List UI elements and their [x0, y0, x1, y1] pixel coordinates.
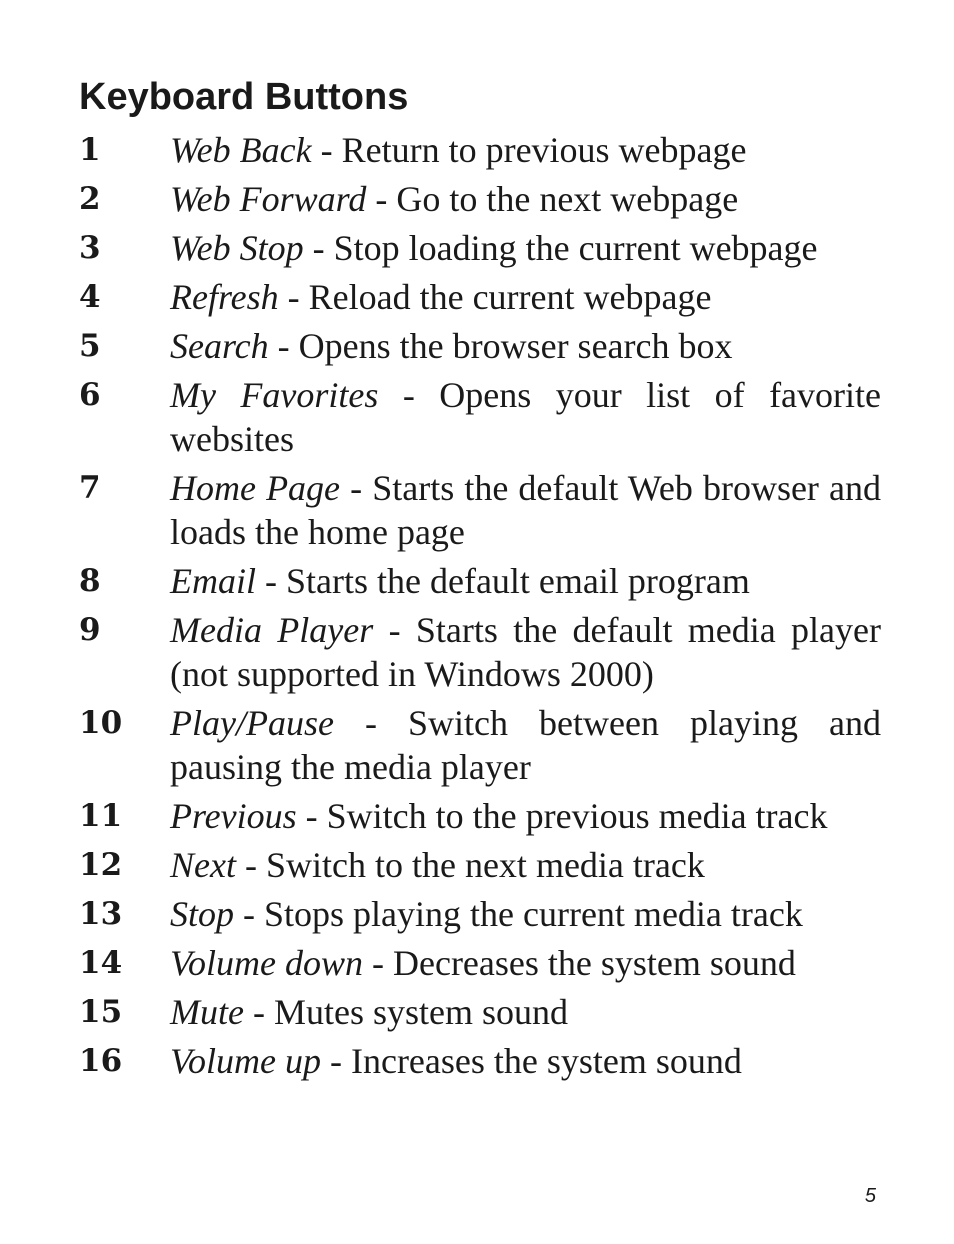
- page-heading: Keyboard Buttons: [79, 76, 409, 118]
- item-number: 15: [79, 994, 123, 1030]
- item-text: - Opens the browser search box: [268, 326, 733, 366]
- item-text: - Go to the next webpage: [366, 179, 739, 219]
- item-term: Previous: [170, 796, 297, 836]
- item-term: Next: [170, 845, 236, 885]
- list-item: [79, 177, 881, 221]
- list-item: [79, 794, 881, 838]
- item-number: 9: [79, 612, 101, 648]
- item-term: Volume up: [170, 1041, 321, 1081]
- list-item: [79, 373, 881, 461]
- item-number: 14: [79, 945, 123, 981]
- item-term: My Favorites: [170, 375, 379, 415]
- item-number: 1: [79, 132, 101, 168]
- list-item: [79, 990, 881, 1034]
- item-term: Media Player: [170, 610, 374, 650]
- keyboard-buttons-list: [79, 128, 881, 1088]
- item-number: 11: [79, 798, 123, 834]
- item-text: - Reload the current webpage: [278, 277, 712, 317]
- item-term: Refresh: [170, 277, 279, 317]
- item-text: - Switch to the previous media track: [296, 796, 828, 836]
- item-number: 2: [79, 181, 101, 217]
- item-term: Web Forward: [170, 179, 367, 219]
- item-text: - Switch to the next media track: [235, 845, 705, 885]
- item-number: 12: [79, 847, 123, 883]
- item-description: [170, 1039, 881, 1083]
- item-description: [170, 324, 881, 368]
- item-term: Stop: [170, 894, 235, 934]
- item-number: 6: [79, 377, 101, 413]
- list-item: [79, 843, 881, 887]
- item-term: Play/Pause: [170, 703, 334, 743]
- item-description: [170, 794, 881, 838]
- list-item: [79, 701, 881, 789]
- item-term: Web Back: [170, 130, 312, 170]
- list-item: [79, 466, 881, 554]
- list-item: [79, 892, 881, 936]
- page-number: 5: [864, 1185, 876, 1207]
- list-item: [79, 275, 881, 319]
- item-description: [170, 275, 881, 319]
- item-term: Search: [170, 326, 269, 366]
- item-text: - Mutes system sound: [243, 992, 568, 1032]
- list-item: [79, 1039, 881, 1083]
- item-description: [170, 843, 881, 887]
- item-description: [170, 373, 881, 461]
- item-number: 7: [79, 470, 101, 506]
- item-description: [170, 701, 881, 789]
- item-description: [170, 892, 881, 936]
- item-text: - Starts the default email program: [256, 561, 750, 601]
- item-description: [170, 559, 881, 603]
- item-text: - Stops playing the current media track: [234, 894, 803, 934]
- item-text: - Switch between playing and pausing the media player: [170, 703, 881, 787]
- item-description: [170, 990, 881, 1034]
- item-number: 5: [79, 328, 101, 364]
- item-text: - Starts the default Web browser and loads the home page: [170, 468, 881, 552]
- item-description: [170, 128, 881, 172]
- item-description: [170, 941, 881, 985]
- item-text: - Starts the default media player (not supported in Windows 2000): [170, 610, 881, 694]
- item-text: - Stop loading the current webpage: [303, 228, 818, 268]
- list-item: [79, 128, 881, 172]
- list-item: [79, 559, 881, 603]
- item-number: 10: [79, 705, 123, 741]
- list-item: [79, 941, 881, 985]
- item-number: 3: [79, 230, 101, 266]
- list-item: [79, 226, 881, 270]
- item-term: Email: [170, 561, 256, 601]
- list-item: [79, 324, 881, 368]
- item-text: - Decreases the system sound: [363, 943, 796, 983]
- list-item: [79, 608, 881, 696]
- item-text: - Opens your list of favorite websites: [170, 375, 882, 459]
- item-text: - Return to previous webpage: [311, 130, 747, 170]
- item-description: [170, 608, 881, 696]
- item-text: - Increases the system sound: [320, 1041, 742, 1081]
- item-number: 8: [79, 563, 101, 599]
- item-term: Mute: [170, 992, 244, 1032]
- item-number: 13: [79, 896, 123, 932]
- item-term: Home Page: [170, 468, 341, 508]
- item-description: [170, 177, 881, 221]
- item-description: [170, 466, 881, 554]
- item-term: Web Stop: [170, 228, 304, 268]
- item-number: 16: [79, 1043, 123, 1079]
- item-term: Volume down: [170, 943, 363, 983]
- item-number: 4: [79, 279, 101, 315]
- item-description: [170, 226, 881, 270]
